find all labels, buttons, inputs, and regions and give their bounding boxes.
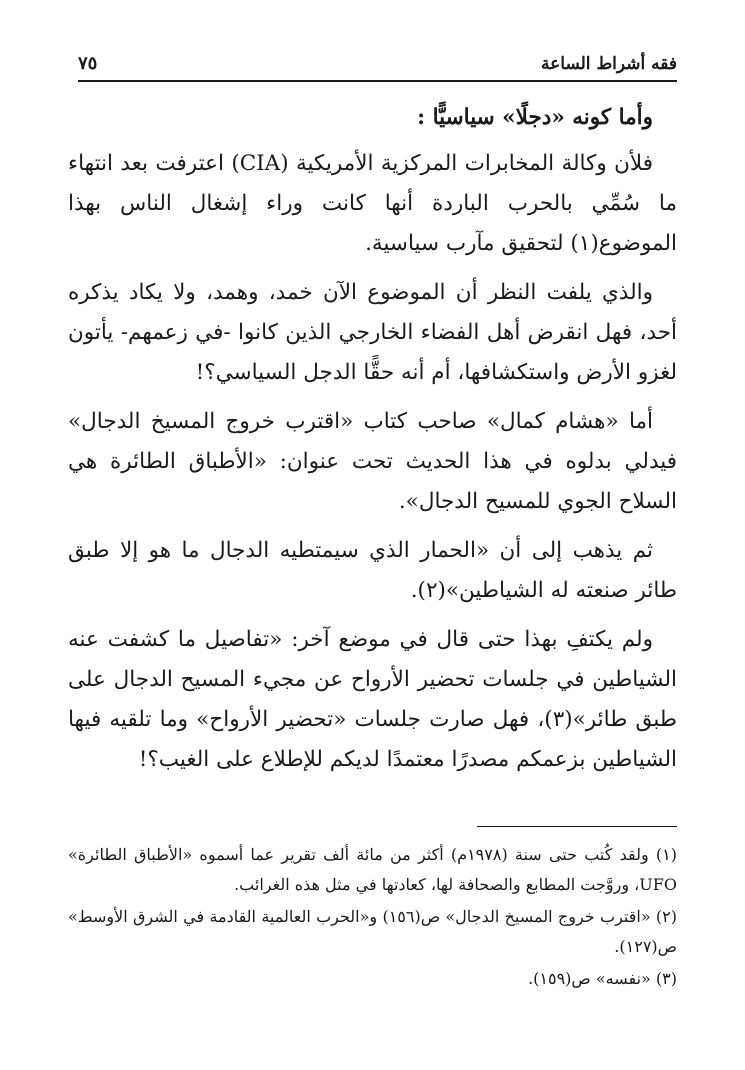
footnote-2: (٢) «اقترب خروج المسيخ الدجال» ص(١٥٦) و«الحرب العالمية القادمة في الشرق الأوسط» ص(١٢٧).	[68, 907, 678, 956]
section-heading: وأما كونه «دجلًا» سياسيًّا :	[417, 105, 653, 130]
footnote-separator	[477, 826, 677, 827]
running-title: فقه أشراط الساعة	[541, 54, 677, 74]
paragraph-1: فلأن وكالة المخابرات المركزية الأمريكية (CIA) اعترفت بعد انتهاء ما سُمِّي بالحرب الباردة أنها كانت وراء إشغال الناس بهذا الموضوع(١) لتحقيق مآرب سياسية.	[68, 151, 677, 256]
main-text	[68, 98, 677, 789]
footnote-3: (٣) «نفسه» ص(١٥٩).	[528, 969, 677, 988]
paragraph-5: ولم يكتفِ بهذا حتى قال في موضع آخر: «تفاصيل ما كشفت عنه الشياطين في جلسات تحضير الأرواح عن مجيء المسيح الدجال على طبق طائر»(٣)، فهل صارت جلسات «تحضير الأرواح» وما تلقيه فيها الشياطين بزعمكم مصدرًا معتمدًا لديكم للإطلاع على الغيب؟!	[68, 627, 678, 772]
page-number: ٧٥	[78, 53, 98, 74]
paragraph-4: ثم يذهب إلى أن «الحمار الذي سيمتطيه الدجال ما هو إلا طبق طائر صنعته له الشياطين»(٢).	[68, 538, 677, 603]
footnote-1: (١) ولقد كُتب حتى سنة (١٩٧٨م) أكثر من مائة ألف تقرير عما أسموه «الأطباق الطائرة» UFO، وروَّجت المطابع والصحافة لها، كعادتها في مثل هذه الغرائب.	[68, 845, 678, 894]
paragraph-3: أما «هشام كمال» صاحب كتاب «اقترب خروج المسيخ الدجال» فيدلي بدلوه في هذا الحديث تحت عنوان: «الأطباق الطائرة هي السلاح الجوي للمسيح الدجال».	[68, 409, 677, 514]
page-header	[78, 46, 677, 82]
footnotes	[68, 840, 677, 996]
paragraph-2: والذي يلفت النظر أن الموضوع الآن خمد، وهمد، ولا يكاد يذكره أحد، فهل انقرض أهل الفضاء الخارجي الذين كانوا -في زعمهم- يأتون لغزو الأرض واستكشافها، أم أنه حقًّا الدجل السياسي؟!	[68, 280, 677, 385]
